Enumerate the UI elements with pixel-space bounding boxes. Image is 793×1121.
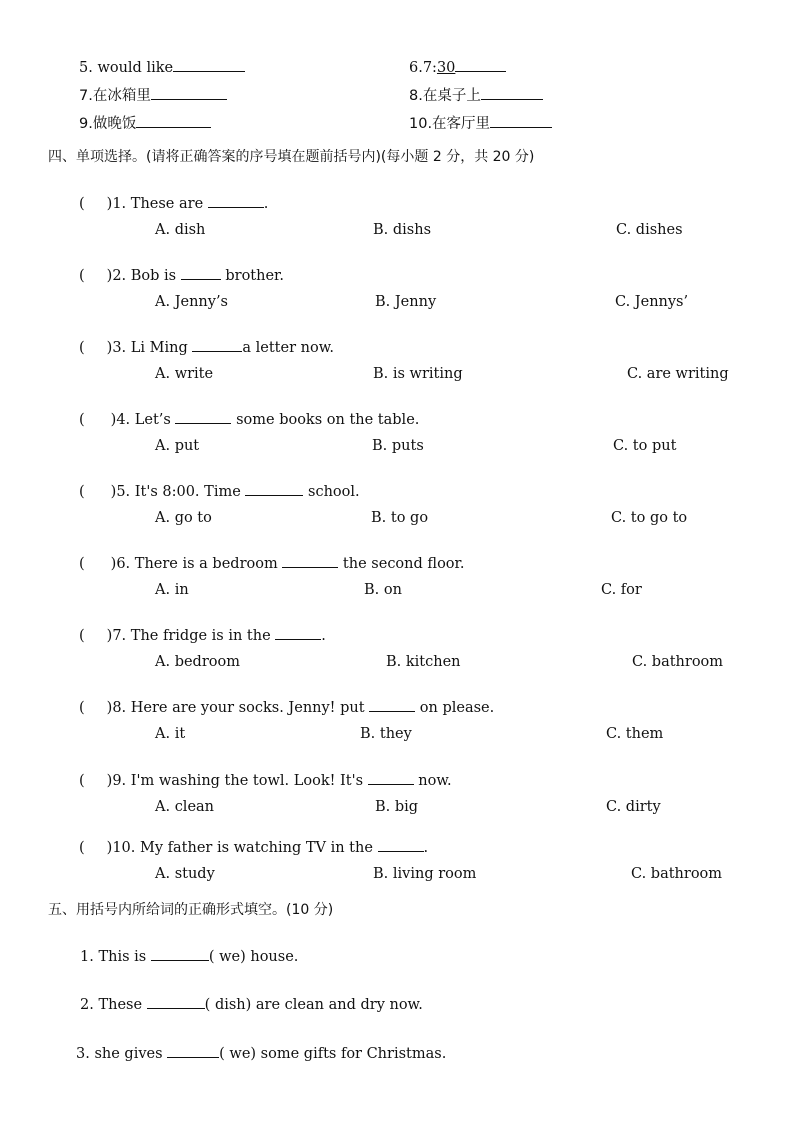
q7-option-b: B. kitchen bbox=[386, 654, 461, 670]
vocab-item-10: 10.在客厅里 bbox=[409, 113, 552, 133]
q9-option-c: C. dirty bbox=[606, 799, 661, 815]
answer-blank bbox=[192, 337, 242, 352]
q4-option-b: B. puts bbox=[372, 438, 424, 454]
answer-blank bbox=[368, 770, 414, 785]
q5-option-c: C. to go to bbox=[611, 510, 688, 526]
answer-blank bbox=[136, 113, 211, 128]
fill-item-2: 2. These ( dish) are clean and dry now. bbox=[80, 994, 423, 1014]
q10-option-c: C. bathroom bbox=[631, 866, 723, 882]
vocab-item-9: 9.做晚饭 bbox=[79, 113, 211, 133]
q2-option-a: A. Jenny’s bbox=[155, 294, 229, 310]
question-10: ( )10. My father is watching TV in the . bbox=[79, 837, 428, 857]
section-5-title: 五、用括号内所给词的正确形式填空。(10 分) bbox=[48, 902, 334, 918]
answer-blank bbox=[282, 553, 338, 568]
q5-option-a: A. go to bbox=[155, 510, 212, 526]
question-9: ( )9. I'm washing the towl. Look! It's now. bbox=[79, 770, 452, 790]
answer-blank bbox=[481, 85, 543, 100]
q7-option-c: C. bathroom bbox=[632, 654, 724, 670]
question-6: ( )6. There is a bedroom the second floor. bbox=[79, 553, 464, 573]
q10-option-a: A. study bbox=[155, 866, 215, 882]
q3-option-a: A. write bbox=[155, 366, 214, 382]
q8-option-b: B. they bbox=[360, 726, 412, 742]
question-4: ( )4. Let’s some books on the table. bbox=[79, 409, 419, 429]
fill-item-3: 3. she gives ( we) some gifts for Christmas. bbox=[76, 1043, 446, 1063]
q6-option-b: B. on bbox=[364, 582, 402, 598]
answer-blank bbox=[245, 481, 303, 496]
answer-blank bbox=[490, 113, 552, 128]
answer-blank bbox=[455, 57, 506, 72]
vocab-item-6: 6.7:30 bbox=[409, 57, 506, 77]
answer-blank bbox=[378, 837, 424, 852]
q8-option-a: A. it bbox=[155, 726, 186, 742]
q6-option-a: A. in bbox=[155, 582, 189, 598]
answer-blank bbox=[167, 1043, 219, 1058]
answer-blank bbox=[151, 946, 209, 961]
answer-blank bbox=[208, 193, 264, 208]
q1-option-a: A. dish bbox=[155, 222, 206, 238]
q4-option-a: A. put bbox=[155, 438, 200, 454]
q5-option-b: B. to go bbox=[371, 510, 429, 526]
answer-blank bbox=[173, 57, 245, 72]
q9-option-a: A. clean bbox=[155, 799, 215, 815]
answer-blank bbox=[275, 625, 321, 640]
vocab-item-5: 5. would like bbox=[79, 57, 245, 77]
answer-blank bbox=[181, 265, 221, 280]
q3-option-b: B. is writing bbox=[373, 366, 463, 382]
question-8: ( )8. Here are your socks. Jenny! put on please. bbox=[79, 697, 494, 717]
question-3: ( )3. Li Ming a letter now. bbox=[79, 337, 334, 357]
q10-option-b: B. living room bbox=[373, 866, 477, 882]
q2-option-c: C. Jennys’ bbox=[615, 294, 689, 310]
q9-option-b: B. big bbox=[375, 799, 419, 815]
q2-option-b: B. Jenny bbox=[375, 294, 437, 310]
q6-option-c: C. for bbox=[601, 582, 642, 598]
vocab-item-7: 7.在冰箱里 bbox=[79, 85, 227, 105]
section-4-title: 四、单项选择。(请将正确答案的序号填在题前括号内)(每小题 2 分，共 20 分) bbox=[48, 149, 535, 165]
vocab-item-8: 8.在桌子上 bbox=[409, 85, 543, 105]
q4-option-c: C. to put bbox=[613, 438, 677, 454]
q1-option-b: B. dishs bbox=[373, 222, 432, 238]
question-7: ( )7. The fridge is in the . bbox=[79, 625, 326, 645]
q3-option-c: C. are writing bbox=[627, 366, 729, 382]
question-1: ( )1. These are . bbox=[79, 193, 268, 213]
question-2: ( )2. Bob is brother. bbox=[79, 265, 284, 285]
answer-blank bbox=[175, 409, 231, 424]
q8-option-c: C. them bbox=[606, 726, 664, 742]
question-5: ( )5. It's 8:00. Time school. bbox=[79, 481, 360, 501]
answer-blank bbox=[151, 85, 227, 100]
q7-option-a: A. bedroom bbox=[155, 654, 240, 670]
answer-blank bbox=[369, 697, 415, 712]
answer-blank bbox=[147, 994, 205, 1009]
q1-option-c: C. dishes bbox=[616, 222, 683, 238]
fill-item-1: 1. This is ( we) house. bbox=[80, 946, 298, 966]
